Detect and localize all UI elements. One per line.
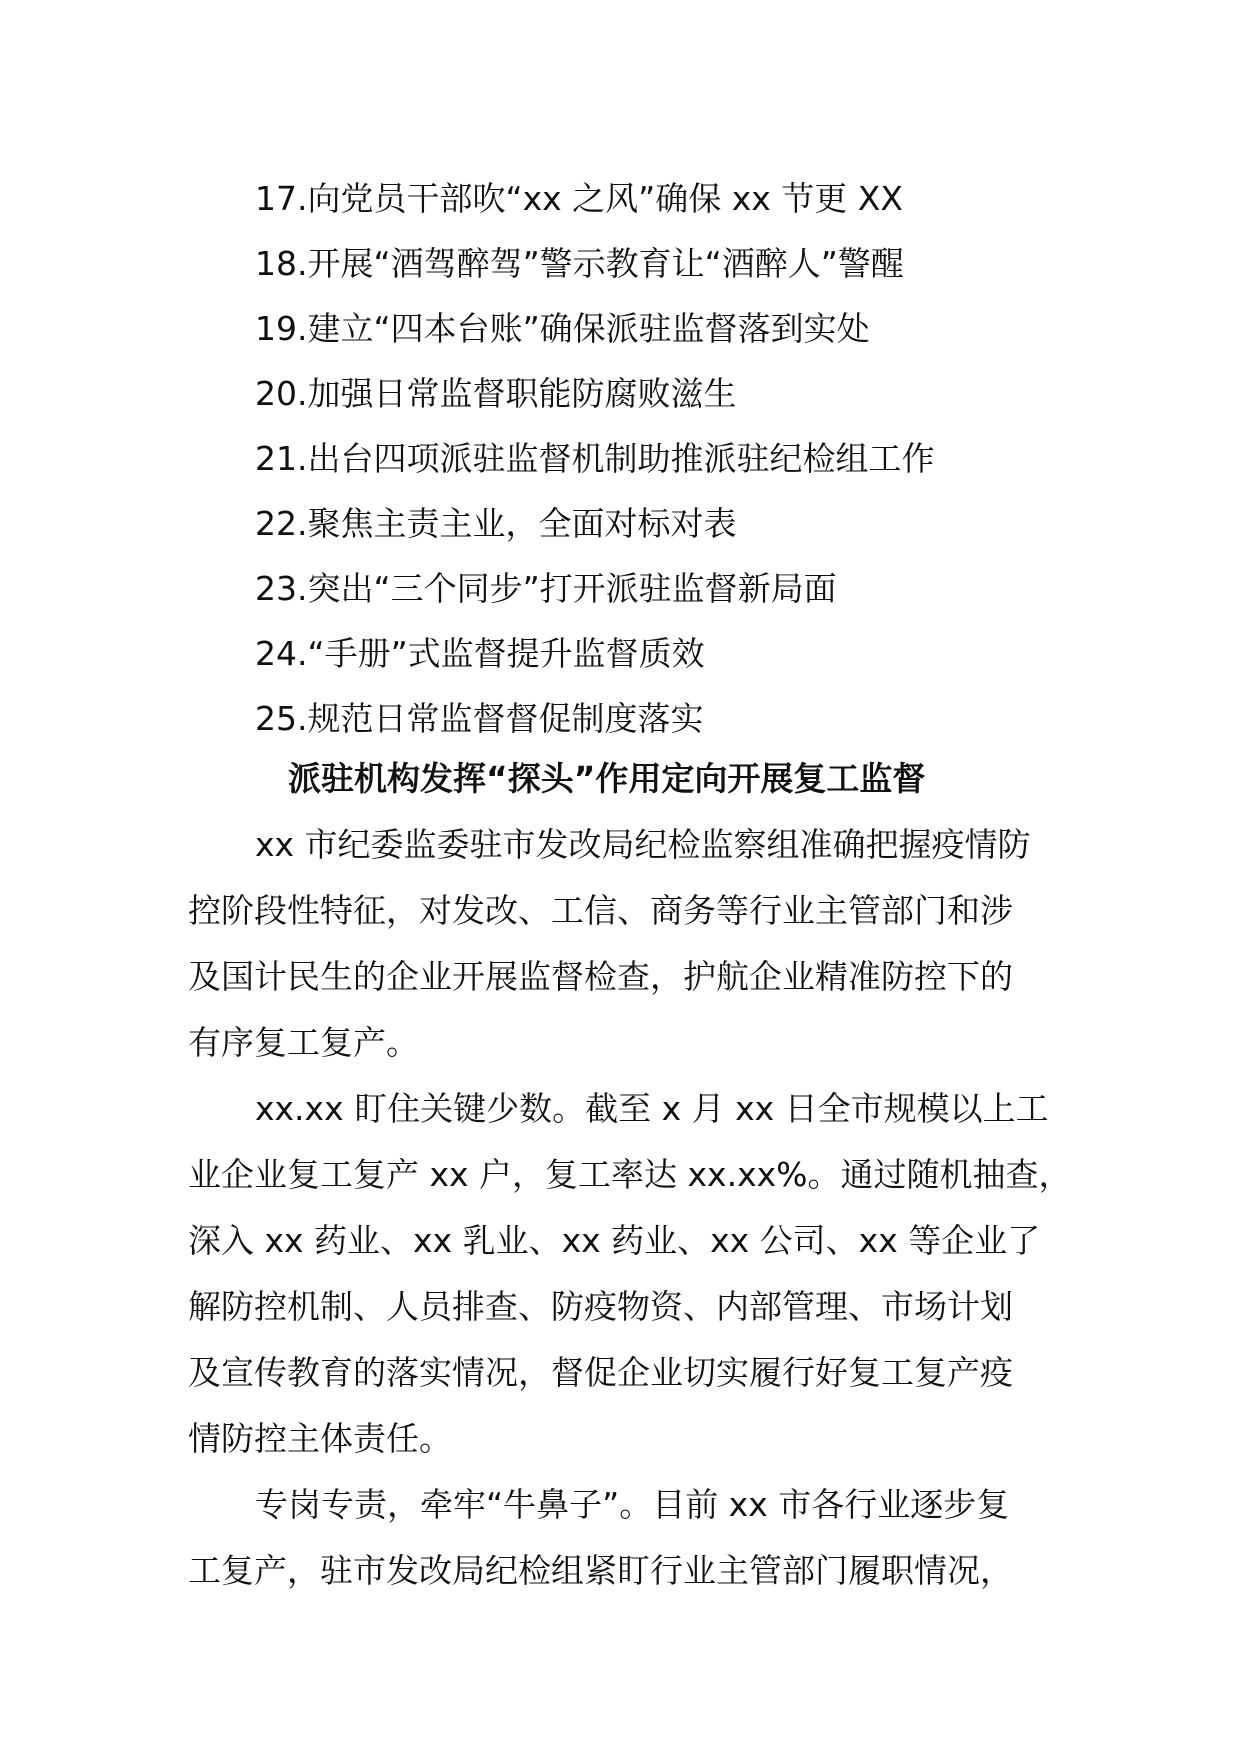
paragraph-line: 控阶段性特征，对发改、工信、商务等行业主管部门和涉 bbox=[188, 891, 1013, 930]
list-item: 19.建立“四本台账”确保派驻监督落到实处 bbox=[255, 309, 870, 348]
paragraph-line: 专岗专责，牵牢“牛鼻子”。目前 xx 市各行业逐步复 bbox=[255, 1485, 1010, 1524]
list-item: 24.“手册”式监督提升监督质效 bbox=[255, 634, 705, 673]
paragraph-line: 解防控机制、人员排查、防疫物资、内部管理、市场计划 bbox=[188, 1287, 1013, 1326]
article-title: 派驻机构发挥“探头”作用定向开展复工监督 bbox=[288, 759, 926, 798]
paragraph-line: 有序复工复产。 bbox=[188, 1023, 419, 1062]
paragraph-line: 及宣传教育的落实情况，督促企业切实履行好复工复产疫 bbox=[188, 1353, 1013, 1392]
paragraph-line: 深入 xx 药业、xx 乳业、xx 药业、xx 公司、xx 等企业了 bbox=[188, 1221, 1041, 1260]
list-item: 17.向党员干部吹“xx 之风”确保 xx 节更 XX bbox=[255, 179, 903, 218]
list-item: 18.开展“酒驾醉驾”警示教育让“酒醉人”警醒 bbox=[255, 244, 904, 283]
paragraph-line: xx 市纪委监委驻市发改局纪检监察组准确把握疫情防 bbox=[255, 825, 1031, 864]
paragraph-line: 情防控主体责任。 bbox=[188, 1419, 452, 1458]
paragraph-line: 及国计民生的企业开展监督检查，护航企业精准防控下的 bbox=[188, 957, 1013, 996]
list-item: 25.规范日常监督督促制度落实 bbox=[255, 699, 704, 738]
paragraph-line: xx.xx 盯住关键少数。截至 x 月 xx 日全市规模以上工 bbox=[255, 1089, 1049, 1128]
paragraph-line: 工复产，驻市发改局纪检组紧盯行业主管部门履职情况， bbox=[188, 1551, 1013, 1590]
paragraph-line: 业企业复工复产 xx 户，复工率达 xx.xx%。通过随机抽查， bbox=[188, 1155, 1072, 1194]
list-item: 21.出台四项派驻监督机制助推派驻纪检组工作 bbox=[255, 439, 935, 478]
numbered-title-list bbox=[255, 166, 1115, 751]
list-item: 20.加强日常监督职能防腐败滋生 bbox=[255, 374, 737, 413]
list-item: 22.聚焦主责主业，全面对标对表 bbox=[255, 504, 737, 543]
list-item: 23.突出“三个同步”打开派驻监督新局面 bbox=[255, 569, 837, 608]
